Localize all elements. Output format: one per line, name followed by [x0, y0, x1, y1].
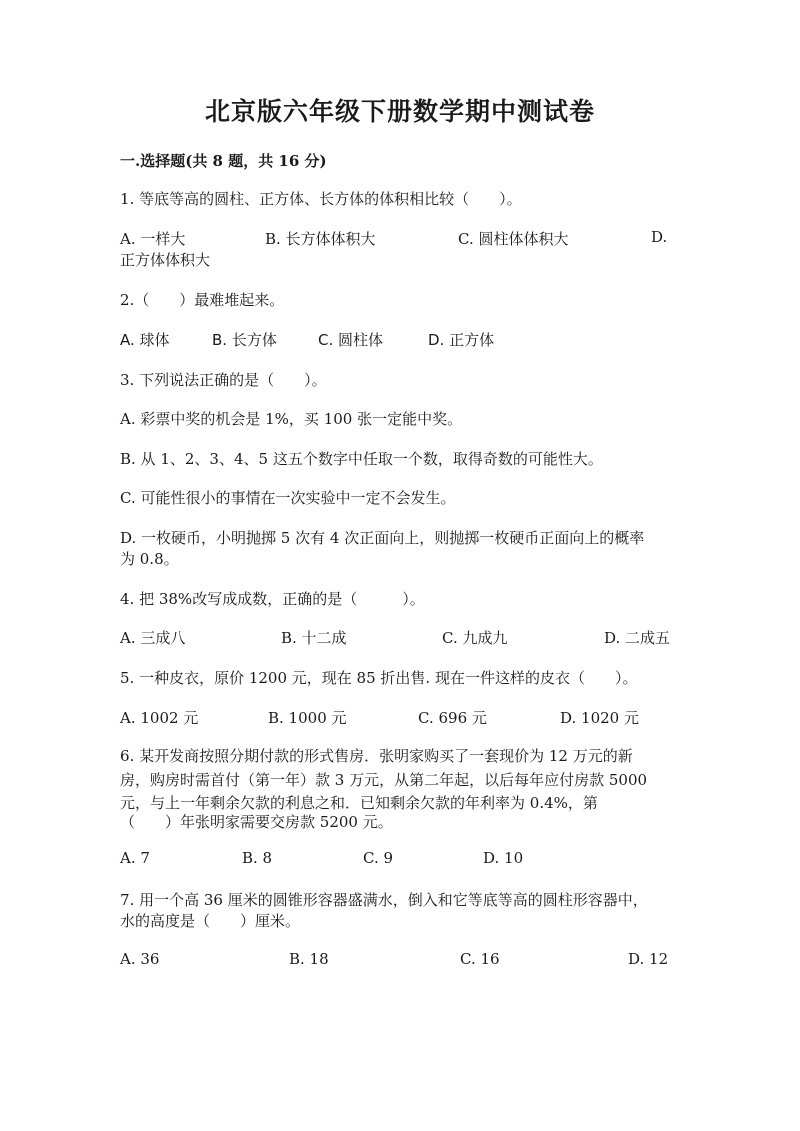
question-7-stem-line-2: 水的高度是（ ）厘米。	[120, 912, 301, 930]
question-5-option-c: C. 696 元	[418, 709, 487, 727]
question-7-stem-line-1: 7. 用一个高 36 厘米的圆锥形容器盛满水，倒入和它等底等高的圆柱形容器中，	[120, 891, 648, 909]
question-1-stem: 1. 等底等高的圆柱、正方体、长方体的体积相比较（ ）。	[120, 190, 522, 208]
question-6-stem-line-2: 房，购房时需首付（第一年）款 3 万元，从第二年起，以后每年应付房款 5000	[120, 771, 648, 789]
question-4-stem: 4. 把 38%改写成成数，正确的是（ ）。	[120, 590, 425, 608]
question-2-option-b: B. 长方体	[212, 331, 277, 349]
question-4-option-d: D. 二成五	[604, 629, 671, 647]
question-1-option-d: D.	[651, 228, 668, 246]
question-2-option-c: C. 圆柱体	[318, 331, 384, 349]
question-2-option-d: D. 正方体	[428, 331, 495, 349]
question-6-stem-line-1: 6. 某开发商按照分期付款的形式售房．张明家购买了一套现价为 12 万元的新	[120, 747, 633, 765]
question-1-option-c: C. 圆柱体体积大	[458, 230, 569, 248]
question-2-option-a: A. 球体	[120, 331, 170, 349]
question-3-option-d: D. 一枚硬币，小明抛掷 5 次有 4 次正面向上，则抛掷一枚硬币正面向上的概率	[120, 529, 645, 547]
question-5-option-d: D. 1020 元	[560, 709, 639, 727]
question-3-option-b: B. 从 1、2、3、4、5 这五个数字中任取一个数，取得奇数的可能性大。	[120, 450, 603, 468]
question-3-option-d-continued: 为 0.8。	[120, 550, 179, 568]
question-6-option-d: D. 10	[483, 849, 524, 867]
question-7-option-c: C. 16	[460, 950, 500, 968]
question-1-option-b: B. 长方体体积大	[265, 230, 376, 248]
question-7-option-b: B. 18	[289, 950, 329, 968]
question-6-option-c: C. 9	[363, 849, 394, 867]
question-3-stem: 3. 下列说法正确的是（ ）。	[120, 371, 327, 389]
question-7-option-a: A. 36	[120, 950, 160, 968]
question-3-option-c: C. 可能性很小的事情在一次实验中一定不会发生。	[120, 489, 456, 507]
question-5-option-b: B. 1000 元	[268, 709, 347, 727]
question-6-option-a: A. 7	[120, 849, 150, 867]
question-7-option-d: D. 12	[628, 950, 669, 968]
section-heading: 一.选择题(共 8 题，共 16 分)	[120, 152, 327, 170]
question-4-option-a: A. 三成八	[120, 629, 186, 647]
question-2-stem: 2.（ ）最难堆起来。	[120, 291, 285, 309]
question-4-option-c: C. 九成九	[442, 629, 508, 647]
question-1-option-a: A. 一样大	[120, 230, 186, 248]
question-4-option-b: B. 十二成	[281, 629, 347, 647]
question-5-stem: 5. 一种皮衣，原价 1200 元，现在 85 折出售. 现在一件这样的皮衣（ ）。	[120, 669, 638, 687]
question-6-stem-line-4: （ ）年张明家需要交房款 5200 元。	[120, 813, 393, 831]
question-5-option-a: A. 1002 元	[120, 709, 199, 727]
question-6-option-b: B. 8	[242, 849, 273, 867]
question-1-option-d-continued: 正方体体积大	[120, 251, 211, 269]
question-6-stem-line-3: 元，与上一年剩余欠款的利息之和．已知剩余欠款的年利率为 0.4%，第	[120, 794, 598, 812]
question-3-option-a: A. 彩票中奖的机会是 1%，买 100 张一定能中奖。	[120, 410, 463, 428]
page-title: 北京版六年级下册数学期中测试卷	[204, 97, 595, 126]
